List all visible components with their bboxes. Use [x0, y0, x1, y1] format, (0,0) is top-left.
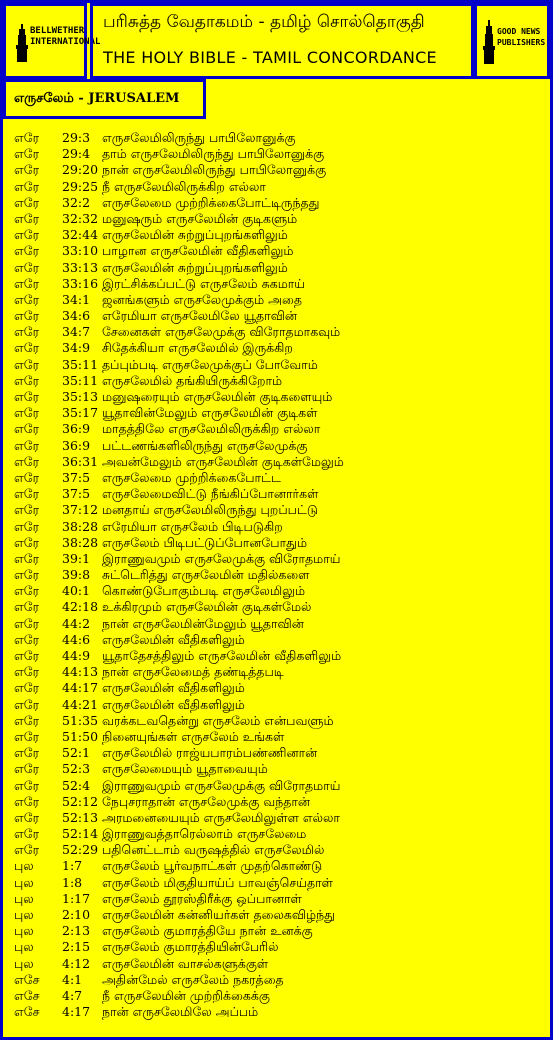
- entry-reference: 2:10: [62, 907, 91, 922]
- tower-icon: [483, 20, 495, 64]
- entry-book: எரே: [14, 777, 40, 793]
- list-item: [0, 778, 553, 794]
- entry-text: மனுஷரும் எருசலேமின் குடிகளும்: [102, 210, 298, 226]
- list-item: [0, 956, 553, 972]
- list-item: [0, 810, 553, 826]
- entry-text: நீ எருசலேமின் முற்றிக்கைக்கு: [102, 987, 270, 1003]
- entry-book: எரே: [14, 696, 40, 712]
- entry-reference: 34:7: [62, 324, 91, 340]
- entry-reference: 4:7: [62, 987, 83, 1003]
- entry-reference: 33:16: [62, 275, 99, 291]
- list-item: [0, 713, 553, 729]
- entry-book: எரே: [14, 680, 40, 696]
- entry-book: எரே: [14, 324, 40, 340]
- entry-text: எருசலேமில் தங்கியிருக்கிறோம்: [102, 372, 283, 388]
- entry-reference: 40:1: [62, 583, 91, 599]
- entry-text: பட்டணங்களிலிருந்து எருசலேமுக்கு: [102, 437, 308, 453]
- entry-reference: 44:6: [62, 631, 91, 647]
- entry-book: எரே: [14, 259, 40, 275]
- section-title: எருசலேம் - JERUSALEM: [14, 91, 180, 106]
- list-item: [0, 130, 553, 146]
- entry-book: எரே: [14, 130, 40, 145]
- list-item: [0, 324, 553, 340]
- list-item: [0, 729, 553, 745]
- list-item: [0, 907, 553, 923]
- entry-book: எரே: [14, 486, 40, 502]
- list-item: [0, 616, 553, 632]
- entry-book: புல: [14, 890, 34, 906]
- entry-text: நான் எருசலேமின்மேலும் யூதாவின்: [102, 615, 304, 631]
- entry-text: எருசலேமைவிட்டு நீங்கிப்போனார்கள்: [102, 486, 319, 502]
- entry-text: நீ எருசலேமிலிருக்கிற எல்லா: [102, 178, 266, 194]
- entry-text: தப்பும்படி எருசலேமுக்குப் போவோம்: [102, 356, 318, 372]
- entry-book: எரே: [14, 664, 40, 680]
- bellwether-logo: [3, 3, 101, 79]
- list-item: [0, 923, 553, 939]
- entry-text: அவன்மேலும் எருசலேமின் குடிகள்மேலும்: [102, 453, 344, 469]
- list-item: [0, 211, 553, 227]
- entry-text: எரேமியா எருசலேம் பிடிபடுகிற: [102, 518, 283, 534]
- entry-text: பாழான எருசலேமின் வீதிகளிலும்: [102, 243, 294, 259]
- entry-reference: 44:13: [62, 664, 99, 680]
- entry-book: எரே: [14, 550, 40, 566]
- list-item: [0, 988, 553, 1004]
- list-item: [0, 891, 553, 907]
- entry-text: எருசலேம் பூர்வநாட்கள் முதற்கொண்டு: [102, 858, 323, 874]
- entry-book: எரே: [14, 712, 40, 728]
- entry-reference: 32:2: [62, 194, 91, 210]
- entry-book: எரே: [14, 599, 40, 615]
- entry-text: எருசலேமிலிருந்து பாபிலோனுக்கு: [102, 130, 296, 145]
- list-item: [0, 421, 553, 437]
- entry-book: எரே: [14, 648, 40, 663]
- list-item: [0, 227, 553, 243]
- entry-book: எரே: [14, 615, 40, 631]
- entry-reference: 44:9: [62, 648, 91, 663]
- entry-reference: 34:1: [62, 291, 91, 307]
- entry-text: எருசலேம் பிடிபட்டுப்போனபோதும்: [102, 534, 308, 550]
- entry-text: எருசலேமின் சுற்றுப்புறங்களிலும்: [102, 227, 288, 243]
- entry-text: எருசலேமின் வாசல்களுக்குள்: [102, 955, 269, 971]
- entry-reference: 52:13: [62, 809, 99, 825]
- entry-book: எரே: [14, 567, 40, 583]
- entry-book: எசே: [14, 971, 40, 987]
- list-item: [0, 162, 553, 178]
- entry-book: புல: [14, 923, 34, 939]
- entry-text: நான் எருசலேமைத் தண்டித்தபடி: [102, 664, 284, 680]
- entry-reference: 37:12: [62, 502, 99, 518]
- entry-book: எரே: [14, 518, 40, 534]
- entry-text: எருசலேமை முற்றிக்கைபோட்ட: [102, 469, 281, 485]
- list-item: [0, 632, 553, 648]
- list-item: [0, 486, 553, 502]
- entry-reference: 51:35: [62, 712, 99, 728]
- list-item: [0, 794, 553, 810]
- entry-text: எருசலேமின் சுற்றுப்புறங்களிலும்: [102, 259, 288, 275]
- entry-reference: 35:13: [62, 389, 99, 404]
- list-item: [0, 308, 553, 324]
- entry-book: புல: [14, 858, 34, 874]
- entry-text: நேபுசராதான் எருசலேமுக்கு வந்தான்: [102, 793, 311, 809]
- entry-book: எரே: [14, 178, 40, 194]
- entry-reference: 34:6: [62, 308, 91, 324]
- list-item: [0, 389, 553, 405]
- list-item: [0, 260, 553, 276]
- entry-book: எரே: [14, 275, 40, 291]
- list-item: [0, 745, 553, 761]
- entry-book: எரே: [14, 809, 40, 825]
- entry-reference: 36:9: [62, 437, 91, 453]
- entry-text: வரக்கடவதென்று எருசலேம் என்பவளும்: [102, 712, 334, 728]
- entry-text: பதினெட்டாம் வருஷத்தில் எருசலேமில்: [102, 842, 325, 858]
- entry-text: யூதாதேசத்திலும் எருசலேமின் வீதிகளிலும்: [102, 648, 342, 663]
- title-tamil: பரிசுத்த வேதாகமம் - தமிழ் சொல்தொகுதி: [103, 12, 425, 32]
- entry-text: மனுஷரையும் எருசலேமின் குடிகளையும்: [102, 389, 333, 404]
- entry-reference: 44:21: [62, 696, 99, 712]
- entry-reference: 1:8: [62, 874, 83, 890]
- list-item: [0, 567, 553, 583]
- entry-book: எரே: [14, 356, 40, 372]
- entry-text: ஜனங்களும் எருசலேமுக்கும் அதை: [102, 291, 302, 307]
- entry-reference: 4:17: [62, 1004, 91, 1020]
- entry-text: சுட்டெரித்து எருசலேமின் மதில்களை: [102, 567, 310, 583]
- entry-reference: 29:3: [62, 130, 91, 145]
- entry-text: எருசலேம் குமாரத்தியின்பேரில்: [102, 939, 279, 955]
- entry-reference: 39:1: [62, 550, 91, 566]
- list-item: [0, 519, 553, 535]
- entry-text: அதின்மேல் எருசலேம் நகரத்தை: [102, 971, 284, 987]
- entry-text: மனதாய் எருசலேமிலிருந்து புறப்பட்டு: [102, 502, 319, 518]
- entry-reference: 35:11: [62, 372, 99, 388]
- entry-text: இராணுவத்தாரெல்லாம் எருசலேமை: [102, 826, 307, 842]
- entry-reference: 42:18: [62, 599, 99, 615]
- entry-book: எரே: [14, 372, 40, 388]
- entry-text: தாம் எருசலேமிலிருந்து பாபிலோனுக்கு: [102, 146, 325, 162]
- entry-book: எரே: [14, 308, 40, 324]
- list-item: [0, 648, 553, 664]
- entry-text: எருசலேம் குமாரத்தியே நான் உனக்கு: [102, 923, 313, 939]
- entry-text: எருசலேம் தூரஸ்திரீக்கு ஒப்பானாள்: [102, 890, 302, 906]
- list-item: [0, 454, 553, 470]
- entry-reference: 44:17: [62, 680, 99, 696]
- list-item: [0, 373, 553, 389]
- entry-text: நினையுங்கள் எருசலேம் உங்கள்: [102, 728, 285, 744]
- entry-text: இராணுவமும் எருசலேமுக்கு விரோதமாய்: [102, 550, 341, 566]
- entry-reference: 52:12: [62, 793, 99, 809]
- entry-text: எருசலேமையும் யூதாவையும்: [102, 761, 268, 777]
- entry-reference: 2:13: [62, 923, 91, 939]
- entry-book: எரே: [14, 227, 40, 243]
- entry-reference: 29:4: [62, 146, 91, 162]
- entry-reference: 38:28: [62, 518, 99, 534]
- entry-text: எருசலேமின் வீதிகளிலும்: [102, 680, 245, 696]
- entry-text: மாதத்திலே எருசலேமிலிருக்கிற எல்லா: [102, 421, 321, 437]
- list-item: [0, 826, 553, 842]
- entry-book: எரே: [14, 210, 40, 226]
- entry-book: எரே: [14, 631, 40, 647]
- entry-text: உக்கிரமும் எருசலேமின் குடிகள்மேல்: [102, 599, 312, 615]
- list-item: [0, 939, 553, 955]
- entry-text: எருசலேமின் கன்னியர்கள் தலைகவிழ்ந்து: [102, 907, 335, 922]
- logo-right-text: GOOD NEWS PUBLISHERS: [497, 27, 546, 47]
- entry-book: எரே: [14, 453, 40, 469]
- entry-book: புல: [14, 874, 34, 890]
- entry-reference: 37:5: [62, 469, 91, 485]
- list-item: [0, 276, 553, 292]
- entry-book: எரே: [14, 291, 40, 307]
- entry-book: எரே: [14, 842, 40, 858]
- entry-reference: 1:17: [62, 890, 91, 906]
- entry-text: எரேமியா எருசலேமிலே யூதாவின்: [102, 308, 298, 324]
- entry-text: எருசலேமில் ராஜ்யபாரம்பண்ணினான்: [102, 745, 318, 761]
- logo-left-text: BELLWETHER INTERNATIONAL: [30, 26, 101, 47]
- list-item: [0, 340, 553, 356]
- list-item: [0, 405, 553, 421]
- entry-book: எரே: [14, 421, 40, 437]
- entry-reference: 32:32: [62, 210, 99, 226]
- entry-reference: 36:9: [62, 421, 91, 437]
- entry-text: எருசலேம் மிகுதியாய்ப் பாவஞ்செய்தாள்: [102, 874, 333, 890]
- entry-book: எரே: [14, 194, 40, 210]
- list-item: [0, 664, 553, 680]
- entry-book: எரே: [14, 502, 40, 518]
- title-box: [90, 3, 474, 79]
- list-item: [0, 761, 553, 777]
- entry-book: எரே: [14, 728, 40, 744]
- entry-text: எருசலேமை முற்றிக்கைபோட்டிருந்தது: [102, 194, 320, 210]
- entry-book: எரே: [14, 745, 40, 761]
- entry-reference: 51:50: [62, 728, 99, 744]
- header: [3, 3, 550, 79]
- entry-reference: 29:25: [62, 178, 99, 194]
- entry-reference: 52:1: [62, 745, 91, 761]
- list-item: [0, 179, 553, 195]
- entry-text: அரமனையையும் எருசலேமிலுள்ள எல்லா: [102, 809, 340, 825]
- entry-text: நான் எருசலேமிலிருந்து பாபிலோனுக்கு: [102, 162, 327, 178]
- list-item: [0, 972, 553, 988]
- entry-book: எரே: [14, 793, 40, 809]
- list-item: [0, 292, 553, 308]
- entry-book: புல: [14, 955, 34, 971]
- list-item: [0, 842, 553, 858]
- entry-reference: 44:2: [62, 615, 91, 631]
- entry-reference: 34:9: [62, 340, 91, 356]
- entry-book: எரே: [14, 583, 40, 599]
- list-item: [0, 599, 553, 615]
- entry-reference: 1:7: [62, 858, 83, 874]
- entry-reference: 4:1: [62, 971, 83, 987]
- entry-book: எரே: [14, 405, 40, 421]
- entry-reference: 37:5: [62, 486, 91, 502]
- list-item: [0, 195, 553, 211]
- concordance-list: [0, 130, 553, 1020]
- list-item: [0, 858, 553, 874]
- list-item: [0, 502, 553, 518]
- entry-text: இரட்சிக்கப்பட்டு எருசலேம் சுகமாய்: [102, 275, 306, 291]
- list-item: [0, 357, 553, 373]
- entry-book: எரே: [14, 389, 40, 404]
- list-item: [0, 583, 553, 599]
- entry-reference: 38:28: [62, 534, 99, 550]
- entry-reference: 36:31: [62, 453, 99, 469]
- entry-text: எருசலேமின் வீதிகளிலும்: [102, 696, 245, 712]
- entry-reference: 32:44: [62, 227, 99, 243]
- entry-book: புல: [14, 907, 34, 922]
- entry-reference: 39:8: [62, 567, 91, 583]
- entry-reference: 35:17: [62, 405, 99, 421]
- bell-tower-icon: [16, 24, 28, 62]
- list-item: [0, 551, 553, 567]
- entry-text: கொண்டுபோகும்படி எருசலேமிலும்: [102, 583, 306, 599]
- goodnews-logo: [474, 3, 550, 79]
- entry-text: இராணுவமும் எருசலேமுக்கு விரோதமாய்: [102, 777, 341, 793]
- entry-reference: 52:29: [62, 842, 99, 858]
- entry-text: சிதேக்கியா எருசலேமில் இருக்கிற: [102, 340, 293, 356]
- entry-reference: 52:4: [62, 777, 91, 793]
- title-english: THE HOLY BIBLE - TAMIL CONCORDANCE: [103, 48, 437, 67]
- list-item: [0, 697, 553, 713]
- entry-reference: 29:20: [62, 162, 99, 178]
- list-item: [0, 680, 553, 696]
- entry-reference: 2:15: [62, 939, 91, 955]
- entry-book: எசே: [14, 1004, 40, 1020]
- entry-reference: 33:13: [62, 259, 99, 275]
- entry-reference: 52:3: [62, 761, 91, 777]
- entry-text: எருசலேமின் வீதிகளிலும்: [102, 631, 245, 647]
- entry-book: எசே: [14, 987, 40, 1003]
- entry-book: எரே: [14, 340, 40, 356]
- entry-reference: 35:11: [62, 356, 99, 372]
- list-item: [0, 146, 553, 162]
- entry-book: எரே: [14, 437, 40, 453]
- entry-book: எரே: [14, 534, 40, 550]
- entry-book: எரே: [14, 146, 40, 162]
- entry-reference: 4:12: [62, 955, 91, 971]
- entry-reference: 33:10: [62, 243, 99, 259]
- entry-book: எரே: [14, 469, 40, 485]
- list-item: [0, 243, 553, 259]
- entry-text: யூதாவின்மேலும் எருசலேமின் குடிகள்: [102, 405, 318, 421]
- entry-book: எரே: [14, 826, 40, 842]
- entry-text: நான் எருசலேமிலே அப்பம்: [102, 1004, 259, 1020]
- list-item: [0, 438, 553, 454]
- entry-book: புல: [14, 939, 34, 955]
- list-item: [0, 875, 553, 891]
- section-heading-box: [3, 79, 206, 119]
- entry-reference: 52:14: [62, 826, 99, 842]
- entry-book: எரே: [14, 243, 40, 259]
- list-item: [0, 1004, 553, 1020]
- entry-book: எரே: [14, 761, 40, 777]
- list-item: [0, 535, 553, 551]
- entry-text: சேனைகள் எருசலேமுக்கு விரோதமாகவும்: [102, 324, 341, 340]
- entry-book: எரே: [14, 162, 40, 178]
- list-item: [0, 470, 553, 486]
